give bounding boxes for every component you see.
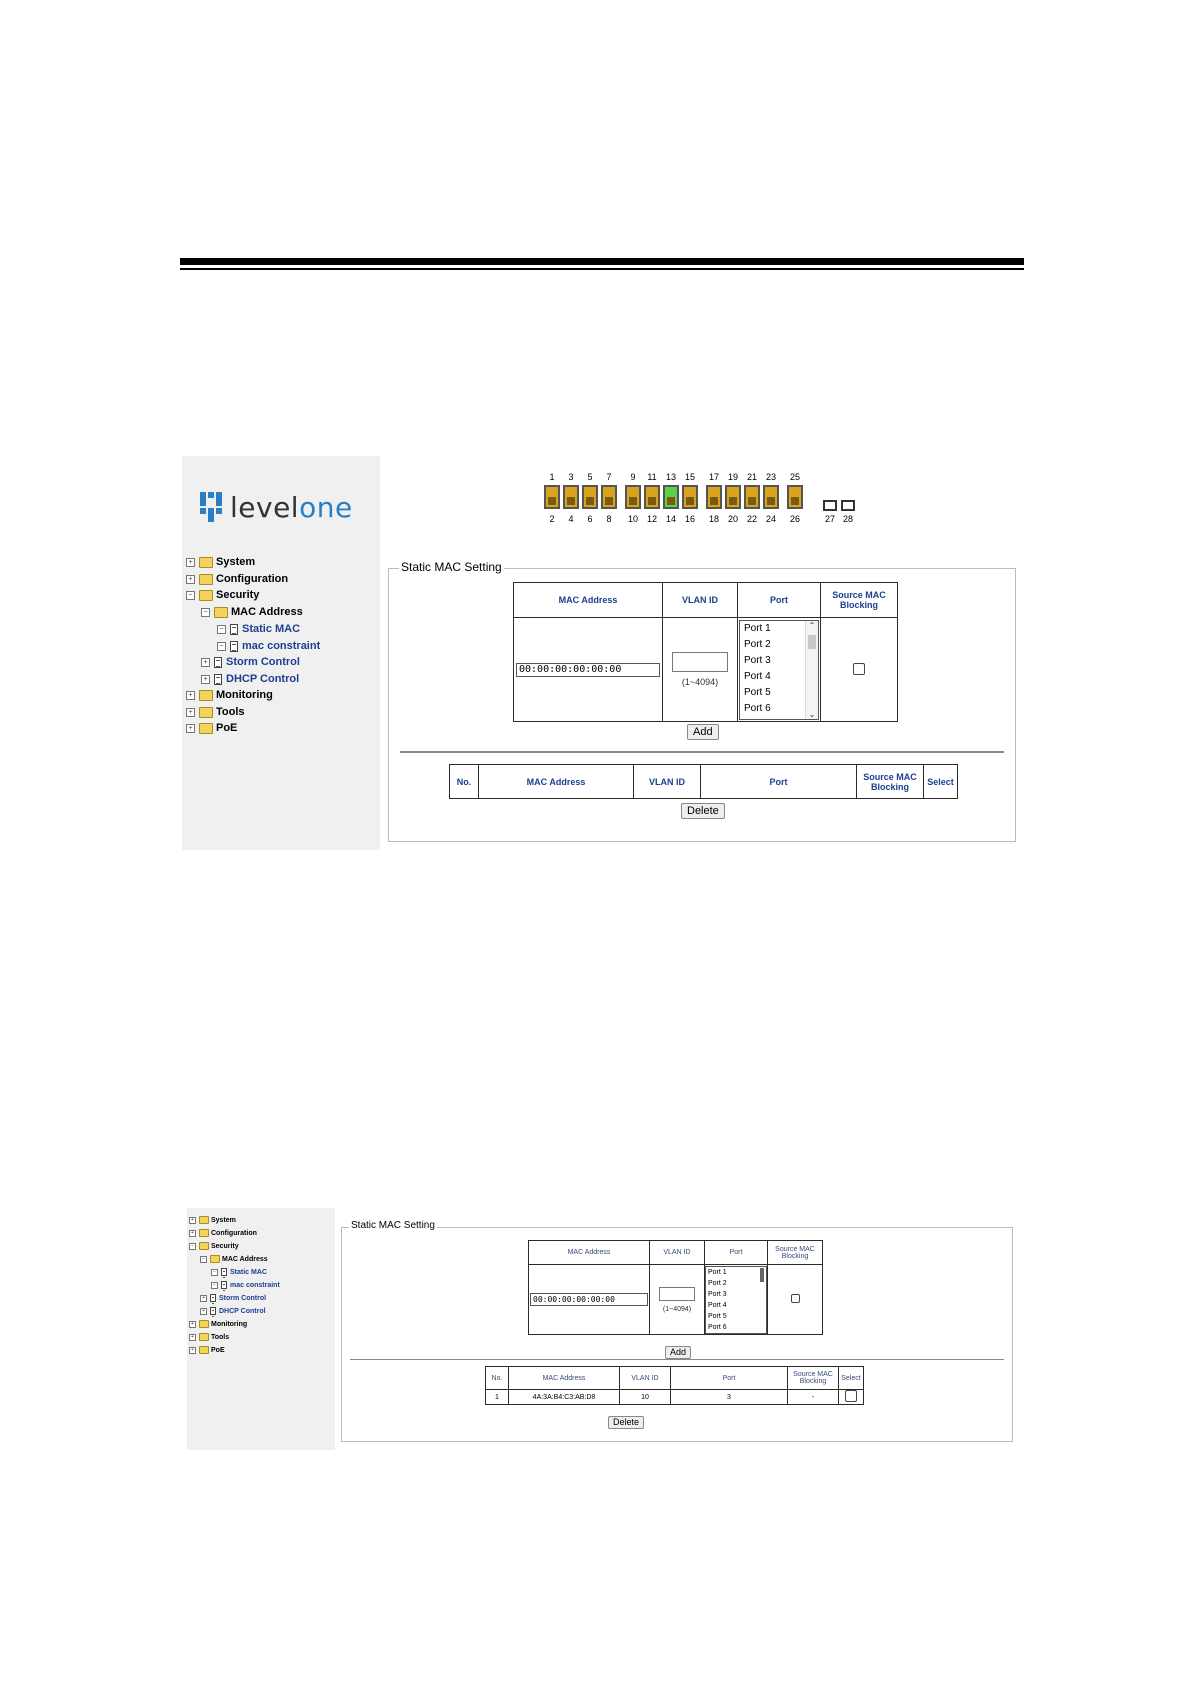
port-number-label: 25 bbox=[789, 472, 800, 482]
nav-item-static-mac[interactable]: − Static MAC bbox=[211, 1268, 267, 1276]
port-9-10[interactable] bbox=[625, 485, 641, 509]
nav-item-storm-control[interactable]: + Storm Control bbox=[200, 1294, 266, 1302]
expand-icon[interactable]: + bbox=[186, 691, 195, 700]
source-mac-blocking-checkbox[interactable] bbox=[791, 1294, 800, 1303]
port-number-label: 2 bbox=[549, 514, 555, 524]
port-number-label: 22 bbox=[746, 514, 757, 524]
nav-item-mac-constraint[interactable]: − mac constraint bbox=[211, 1281, 280, 1289]
port-number-label: 24 bbox=[765, 514, 776, 524]
port-number-label: 3 bbox=[568, 472, 574, 482]
nav-item-mac-address[interactable]: − MAC Address bbox=[201, 606, 303, 618]
static-mac-list-table bbox=[485, 1366, 864, 1405]
nav-item-poe[interactable]: + PoE bbox=[186, 722, 237, 734]
chevron-down-icon[interactable]: ⌄ bbox=[808, 709, 816, 719]
document-icon bbox=[210, 1294, 216, 1302]
port-option[interactable]: Port 2 bbox=[744, 638, 771, 650]
port-option[interactable]: Port 6 bbox=[744, 702, 771, 714]
port-option[interactable]: Port 1 bbox=[708, 1268, 727, 1276]
sfp-port-28[interactable] bbox=[841, 500, 855, 511]
row-source-mac: - bbox=[788, 1390, 839, 1405]
col-header-source-mac: Source MAC Blocking bbox=[768, 1241, 823, 1265]
header-rule-thick bbox=[180, 258, 1024, 265]
port-17-18[interactable] bbox=[706, 485, 722, 509]
mac-address-input[interactable] bbox=[516, 663, 660, 677]
folder-icon bbox=[199, 1216, 209, 1224]
port-option[interactable]: Port 2 bbox=[708, 1279, 727, 1287]
row-mac: 4A:3A:B4:C3:AB:D8 bbox=[509, 1390, 620, 1405]
open-folder-icon bbox=[210, 1255, 220, 1263]
port-option[interactable]: Port 5 bbox=[708, 1312, 727, 1320]
port-number-label: 5 bbox=[587, 472, 593, 482]
folder-icon bbox=[199, 574, 213, 585]
vlan-range-hint: (1~4094) bbox=[662, 1305, 692, 1313]
document-icon bbox=[230, 641, 238, 652]
folder-icon bbox=[199, 1346, 209, 1354]
port-number-label: 12 bbox=[646, 514, 657, 524]
port-option[interactable]: Port 3 bbox=[708, 1290, 727, 1298]
col-header-port: Port bbox=[705, 1241, 768, 1265]
port-15-16[interactable] bbox=[682, 485, 698, 509]
collapse-icon[interactable]: − bbox=[200, 1256, 207, 1263]
folder-icon bbox=[199, 707, 213, 718]
nav-item-dhcp-control[interactable]: + DHCP Control bbox=[201, 673, 299, 685]
nav-item-security[interactable]: − Security bbox=[186, 589, 259, 601]
port-number-label: 17 bbox=[708, 472, 719, 482]
nav-item-mac-address[interactable]: − MAC Address bbox=[200, 1255, 268, 1263]
open-folder-icon bbox=[214, 607, 228, 618]
nav-item-static-mac[interactable]: − Static MAC bbox=[217, 623, 300, 635]
document-icon bbox=[221, 1281, 227, 1289]
col-header-mac: MAC Address bbox=[479, 765, 634, 799]
add-button[interactable]: Add bbox=[687, 724, 719, 740]
expand-icon[interactable]: + bbox=[189, 1230, 196, 1237]
folder-icon bbox=[199, 557, 213, 568]
col-header-select: Select bbox=[924, 765, 958, 799]
chevron-up-icon[interactable]: ⌃ bbox=[808, 620, 816, 630]
add-button[interactable]: Add bbox=[665, 1346, 691, 1359]
source-mac-blocking-checkbox[interactable] bbox=[853, 663, 865, 675]
col-header-mac: MAC Address bbox=[509, 1367, 620, 1390]
folder-icon bbox=[199, 690, 213, 701]
folder-icon bbox=[199, 1229, 209, 1237]
port-1-2[interactable] bbox=[544, 485, 560, 509]
document-icon bbox=[210, 1307, 216, 1315]
collapse-icon: − bbox=[217, 642, 226, 651]
brand-name-1: level bbox=[230, 490, 300, 524]
port-number-label: 8 bbox=[606, 514, 612, 524]
port-number-label: 15 bbox=[684, 472, 695, 482]
port-option[interactable]: Port 6 bbox=[708, 1323, 727, 1331]
expand-icon[interactable]: + bbox=[186, 708, 195, 717]
port-option[interactable]: Port 4 bbox=[744, 670, 771, 682]
nav-item-dhcp-control[interactable]: + DHCP Control bbox=[200, 1307, 266, 1315]
col-header-source-mac: Source MAC Blocking bbox=[788, 1367, 839, 1390]
port-13-14[interactable] bbox=[663, 485, 679, 509]
port-number-label: 11 bbox=[647, 472, 657, 482]
collapse-icon: − bbox=[211, 1282, 218, 1289]
static-mac-fieldset bbox=[388, 560, 1016, 842]
nav-item-monitoring[interactable]: + Monitoring bbox=[189, 1320, 247, 1328]
collapse-icon[interactable]: − bbox=[189, 1243, 196, 1250]
header-rule-thin bbox=[180, 268, 1024, 270]
delete-button[interactable]: Delete bbox=[608, 1416, 644, 1429]
document-icon bbox=[221, 1268, 227, 1276]
port-11-12[interactable] bbox=[644, 485, 660, 509]
nav-item-system[interactable]: + System bbox=[189, 1216, 236, 1224]
document-icon bbox=[214, 657, 222, 668]
expand-icon: + bbox=[201, 658, 210, 667]
port-option[interactable]: Port 4 bbox=[708, 1301, 727, 1309]
col-header-source-mac: Source MAC Blocking bbox=[857, 765, 924, 799]
document-icon bbox=[214, 674, 222, 685]
vlan-id-input[interactable] bbox=[672, 652, 728, 672]
port-21-22[interactable] bbox=[744, 485, 760, 509]
collapse-icon: − bbox=[217, 625, 226, 634]
collapse-icon: − bbox=[211, 1269, 218, 1276]
port-5-6[interactable] bbox=[582, 485, 598, 509]
nav-item-system[interactable]: + System bbox=[186, 556, 255, 568]
col-header-source-mac: Source MAC Blocking bbox=[821, 583, 898, 618]
port-number-label: 26 bbox=[789, 514, 800, 524]
port-number-label: 16 bbox=[684, 514, 695, 524]
port-number-label: 27 bbox=[824, 514, 835, 524]
port-select-list[interactable] bbox=[705, 1266, 767, 1334]
scrollbar-thumb[interactable] bbox=[808, 635, 816, 649]
collapse-icon[interactable]: − bbox=[186, 591, 195, 600]
nav-item-monitoring[interactable]: + Monitoring bbox=[186, 689, 273, 701]
port-number-label: 6 bbox=[587, 514, 593, 524]
port-number-label: 18 bbox=[708, 514, 719, 524]
expand-icon[interactable]: + bbox=[189, 1217, 196, 1224]
port-number-label: 7 bbox=[606, 472, 612, 482]
folder-icon bbox=[199, 1320, 209, 1328]
port-number-label: 10 bbox=[627, 514, 638, 524]
col-header-select: Select bbox=[839, 1367, 864, 1390]
static-mac-fieldset bbox=[341, 1220, 1013, 1442]
port-list-scrollbar[interactable] bbox=[805, 621, 818, 719]
port-number-label: 4 bbox=[568, 514, 574, 524]
col-header-port: Port bbox=[738, 583, 821, 618]
port-number-label: 23 bbox=[765, 472, 776, 482]
col-header-vlan: VLAN ID bbox=[620, 1367, 671, 1390]
sfp-port-27[interactable] bbox=[823, 500, 837, 511]
port-number-label: 19 bbox=[727, 472, 738, 482]
col-header-no: No. bbox=[486, 1367, 509, 1390]
col-header-vlan: VLAN ID bbox=[634, 765, 701, 799]
table-row bbox=[486, 1390, 864, 1405]
port-19-20[interactable] bbox=[725, 485, 741, 509]
levelone-logo-mark-icon bbox=[200, 492, 222, 522]
fieldset-legend: Static MAC Setting bbox=[401, 560, 502, 574]
row-no: 1 bbox=[486, 1390, 509, 1405]
port-number-label: 9 bbox=[630, 472, 636, 482]
brand-name-2: one bbox=[299, 490, 353, 524]
sidebar-panel bbox=[182, 456, 380, 850]
col-header-vlan: VLAN ID bbox=[663, 583, 738, 618]
mac-address-input[interactable] bbox=[530, 1293, 648, 1306]
nav-item-storm-control[interactable]: + Storm Control bbox=[201, 656, 300, 668]
expand-icon[interactable]: + bbox=[186, 558, 195, 567]
expand-icon[interactable]: + bbox=[186, 724, 195, 733]
expand-icon: + bbox=[200, 1295, 207, 1302]
open-folder-icon bbox=[199, 590, 213, 601]
expand-icon[interactable]: + bbox=[186, 575, 195, 584]
col-header-vlan: VLAN ID bbox=[650, 1241, 705, 1265]
vlan-id-input[interactable] bbox=[659, 1287, 695, 1301]
expand-icon[interactable]: + bbox=[189, 1334, 196, 1341]
folder-icon bbox=[199, 723, 213, 734]
row-vlan: 10 bbox=[620, 1390, 671, 1405]
port-number-label: 21 bbox=[746, 472, 757, 482]
port-number-label: 1 bbox=[549, 472, 555, 482]
nav-item-poe[interactable]: + PoE bbox=[189, 1346, 225, 1354]
scrollbar-thumb[interactable] bbox=[760, 1268, 764, 1282]
port-7-8[interactable] bbox=[601, 485, 617, 509]
collapse-icon[interactable]: − bbox=[201, 608, 210, 617]
col-header-no: No. bbox=[450, 765, 479, 799]
port-number-label: 28 bbox=[842, 514, 853, 524]
col-header-mac: MAC Address bbox=[514, 583, 663, 618]
port-option[interactable]: Port 5 bbox=[744, 686, 771, 698]
row-select-checkbox[interactable] bbox=[845, 1390, 857, 1402]
vlan-range-hint: (1~4094) bbox=[681, 677, 719, 687]
fieldset-legend: Static MAC Setting bbox=[351, 1220, 435, 1231]
static-mac-insert-table bbox=[528, 1240, 823, 1335]
folder-icon bbox=[199, 1333, 209, 1341]
port-23-24[interactable] bbox=[763, 485, 779, 509]
port-number-label: 20 bbox=[727, 514, 738, 524]
switch-port-panel bbox=[543, 470, 863, 530]
delete-button[interactable]: Delete bbox=[681, 803, 725, 819]
static-mac-list-table bbox=[449, 764, 958, 799]
port-select-list[interactable] bbox=[739, 620, 819, 720]
col-header-port: Port bbox=[671, 1367, 788, 1390]
col-header-port: Port bbox=[701, 765, 857, 799]
divider bbox=[350, 1359, 1004, 1360]
nav-item-tools[interactable]: + Tools bbox=[189, 1333, 229, 1341]
port-25-26[interactable] bbox=[787, 485, 803, 509]
port-3-4[interactable] bbox=[563, 485, 579, 509]
open-folder-icon bbox=[199, 1242, 209, 1250]
port-number-label: 13 bbox=[665, 472, 676, 482]
document-icon bbox=[230, 624, 238, 635]
nav-item-tools[interactable]: + Tools bbox=[186, 706, 245, 718]
nav-item-configuration[interactable]: + Configuration bbox=[189, 1229, 257, 1237]
nav-item-mac-constraint[interactable]: − mac constraint bbox=[217, 640, 320, 652]
port-list-scrollbar[interactable] bbox=[760, 1267, 766, 1333]
expand-icon[interactable]: + bbox=[189, 1321, 196, 1328]
col-header-mac: MAC Address bbox=[529, 1241, 650, 1265]
expand-icon[interactable]: + bbox=[189, 1347, 196, 1354]
nav-item-security[interactable]: − Security bbox=[189, 1242, 239, 1250]
expand-icon: + bbox=[201, 675, 210, 684]
levelone-logo bbox=[200, 491, 353, 523]
static-mac-insert-table bbox=[513, 582, 898, 722]
port-option[interactable]: Port 1 bbox=[744, 622, 771, 634]
row-port: 3 bbox=[671, 1390, 788, 1405]
port-option[interactable]: Port 3 bbox=[744, 654, 771, 666]
expand-icon: + bbox=[200, 1308, 207, 1315]
divider bbox=[400, 751, 1004, 753]
nav-item-configuration[interactable]: + Configuration bbox=[186, 573, 288, 585]
port-number-label: 14 bbox=[665, 514, 676, 524]
